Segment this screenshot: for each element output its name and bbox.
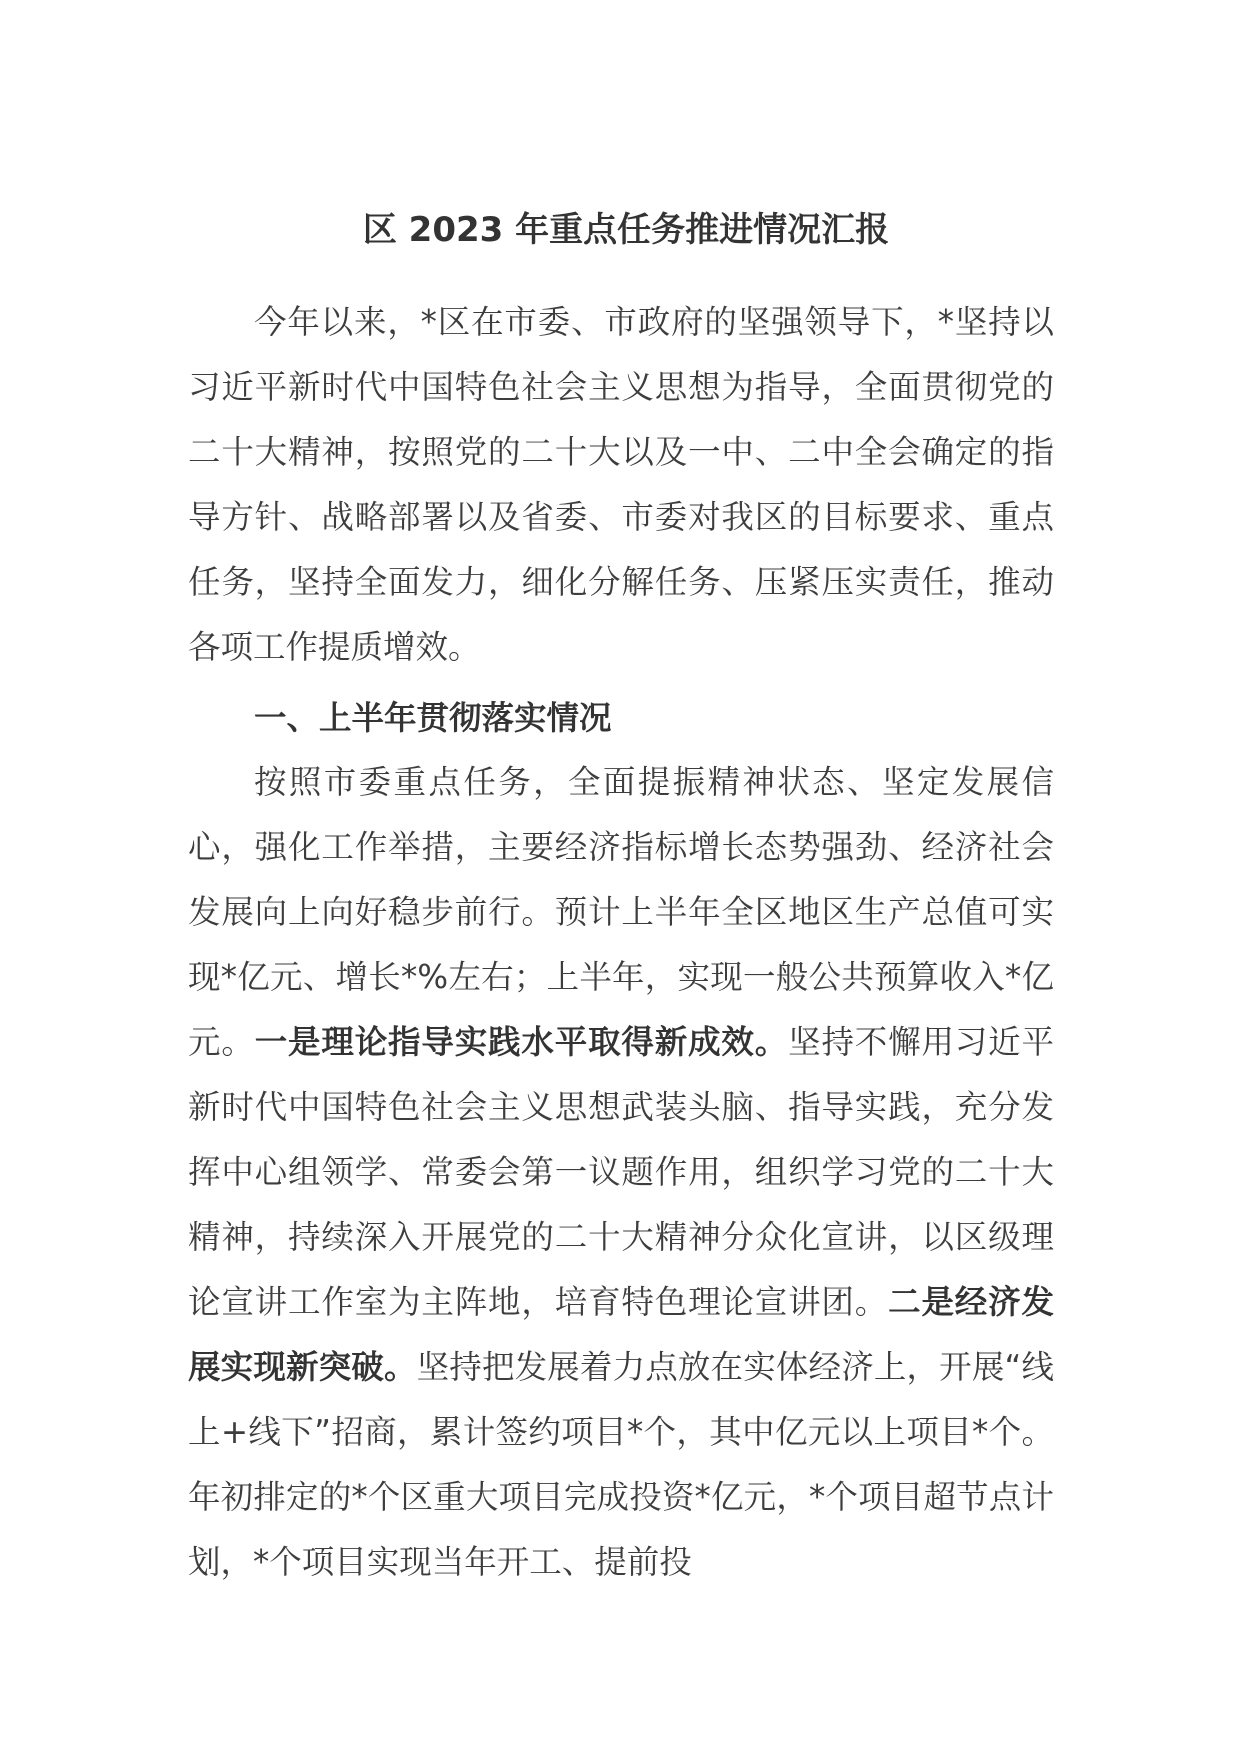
section-text-1: 按照市委重点任务，全面提振精神状态、坚定发展信心，强化工作举措，主要经济指标增长态势强劲、经济社会发展向上向好稳步前行。预计上半年全区地区生产总值可实现*亿元、增长*%左右；上半年，实现一般公共预算收入*亿元。 [188,763,1054,1061]
document-title: 区 2023 年重点任务推进情况汇报 [362,210,890,250]
section-heading: 一、上半年贯彻落实情况 [254,699,612,737]
point-1-text: 坚持不懈用习近平新时代中国特色社会主义思想武装头脑、指导实践，充分发挥中心组领学、常委会第一议题作用，组织学习党的二十大精神，持续深入开展党的二十大精神分众化宣讲，以区级理论宣讲工作室为主阵地，培育特色理论宣讲团。 [188,1023,1054,1321]
point-2-text: 坚持把发展着力点放在实体经济上，开展“线上+线下”招商，累计签约项目*个，其中亿元以上项目*个。年初排定的*个区重大项目完成投资*亿元，*个项目超节点计划，*个项目实现当年开工、提前投 [188,1348,1054,1581]
section-paragraph [188,750,1054,1595]
intro-paragraph: 今年以来，*区在市委、市政府的坚强领导下，*坚持以习近平新时代中国特色社会主义思想为指导，全面贯彻党的二十大精神，按照党的二十大以及一中、二中全会确定的指导方针、战略部署以及省委、市委对我区的目标要求、重点任务，坚持全面发力，细化分解任务、压紧压实责任，推动各项工作提质增效。 [188,303,1054,666]
point-1-lead: 一是理论指导实践水平取得新成效。 [254,1023,789,1061]
point-2-lead: 二是经济发展实现新突破。 [188,1283,1054,1386]
document-body [188,172,1054,1595]
